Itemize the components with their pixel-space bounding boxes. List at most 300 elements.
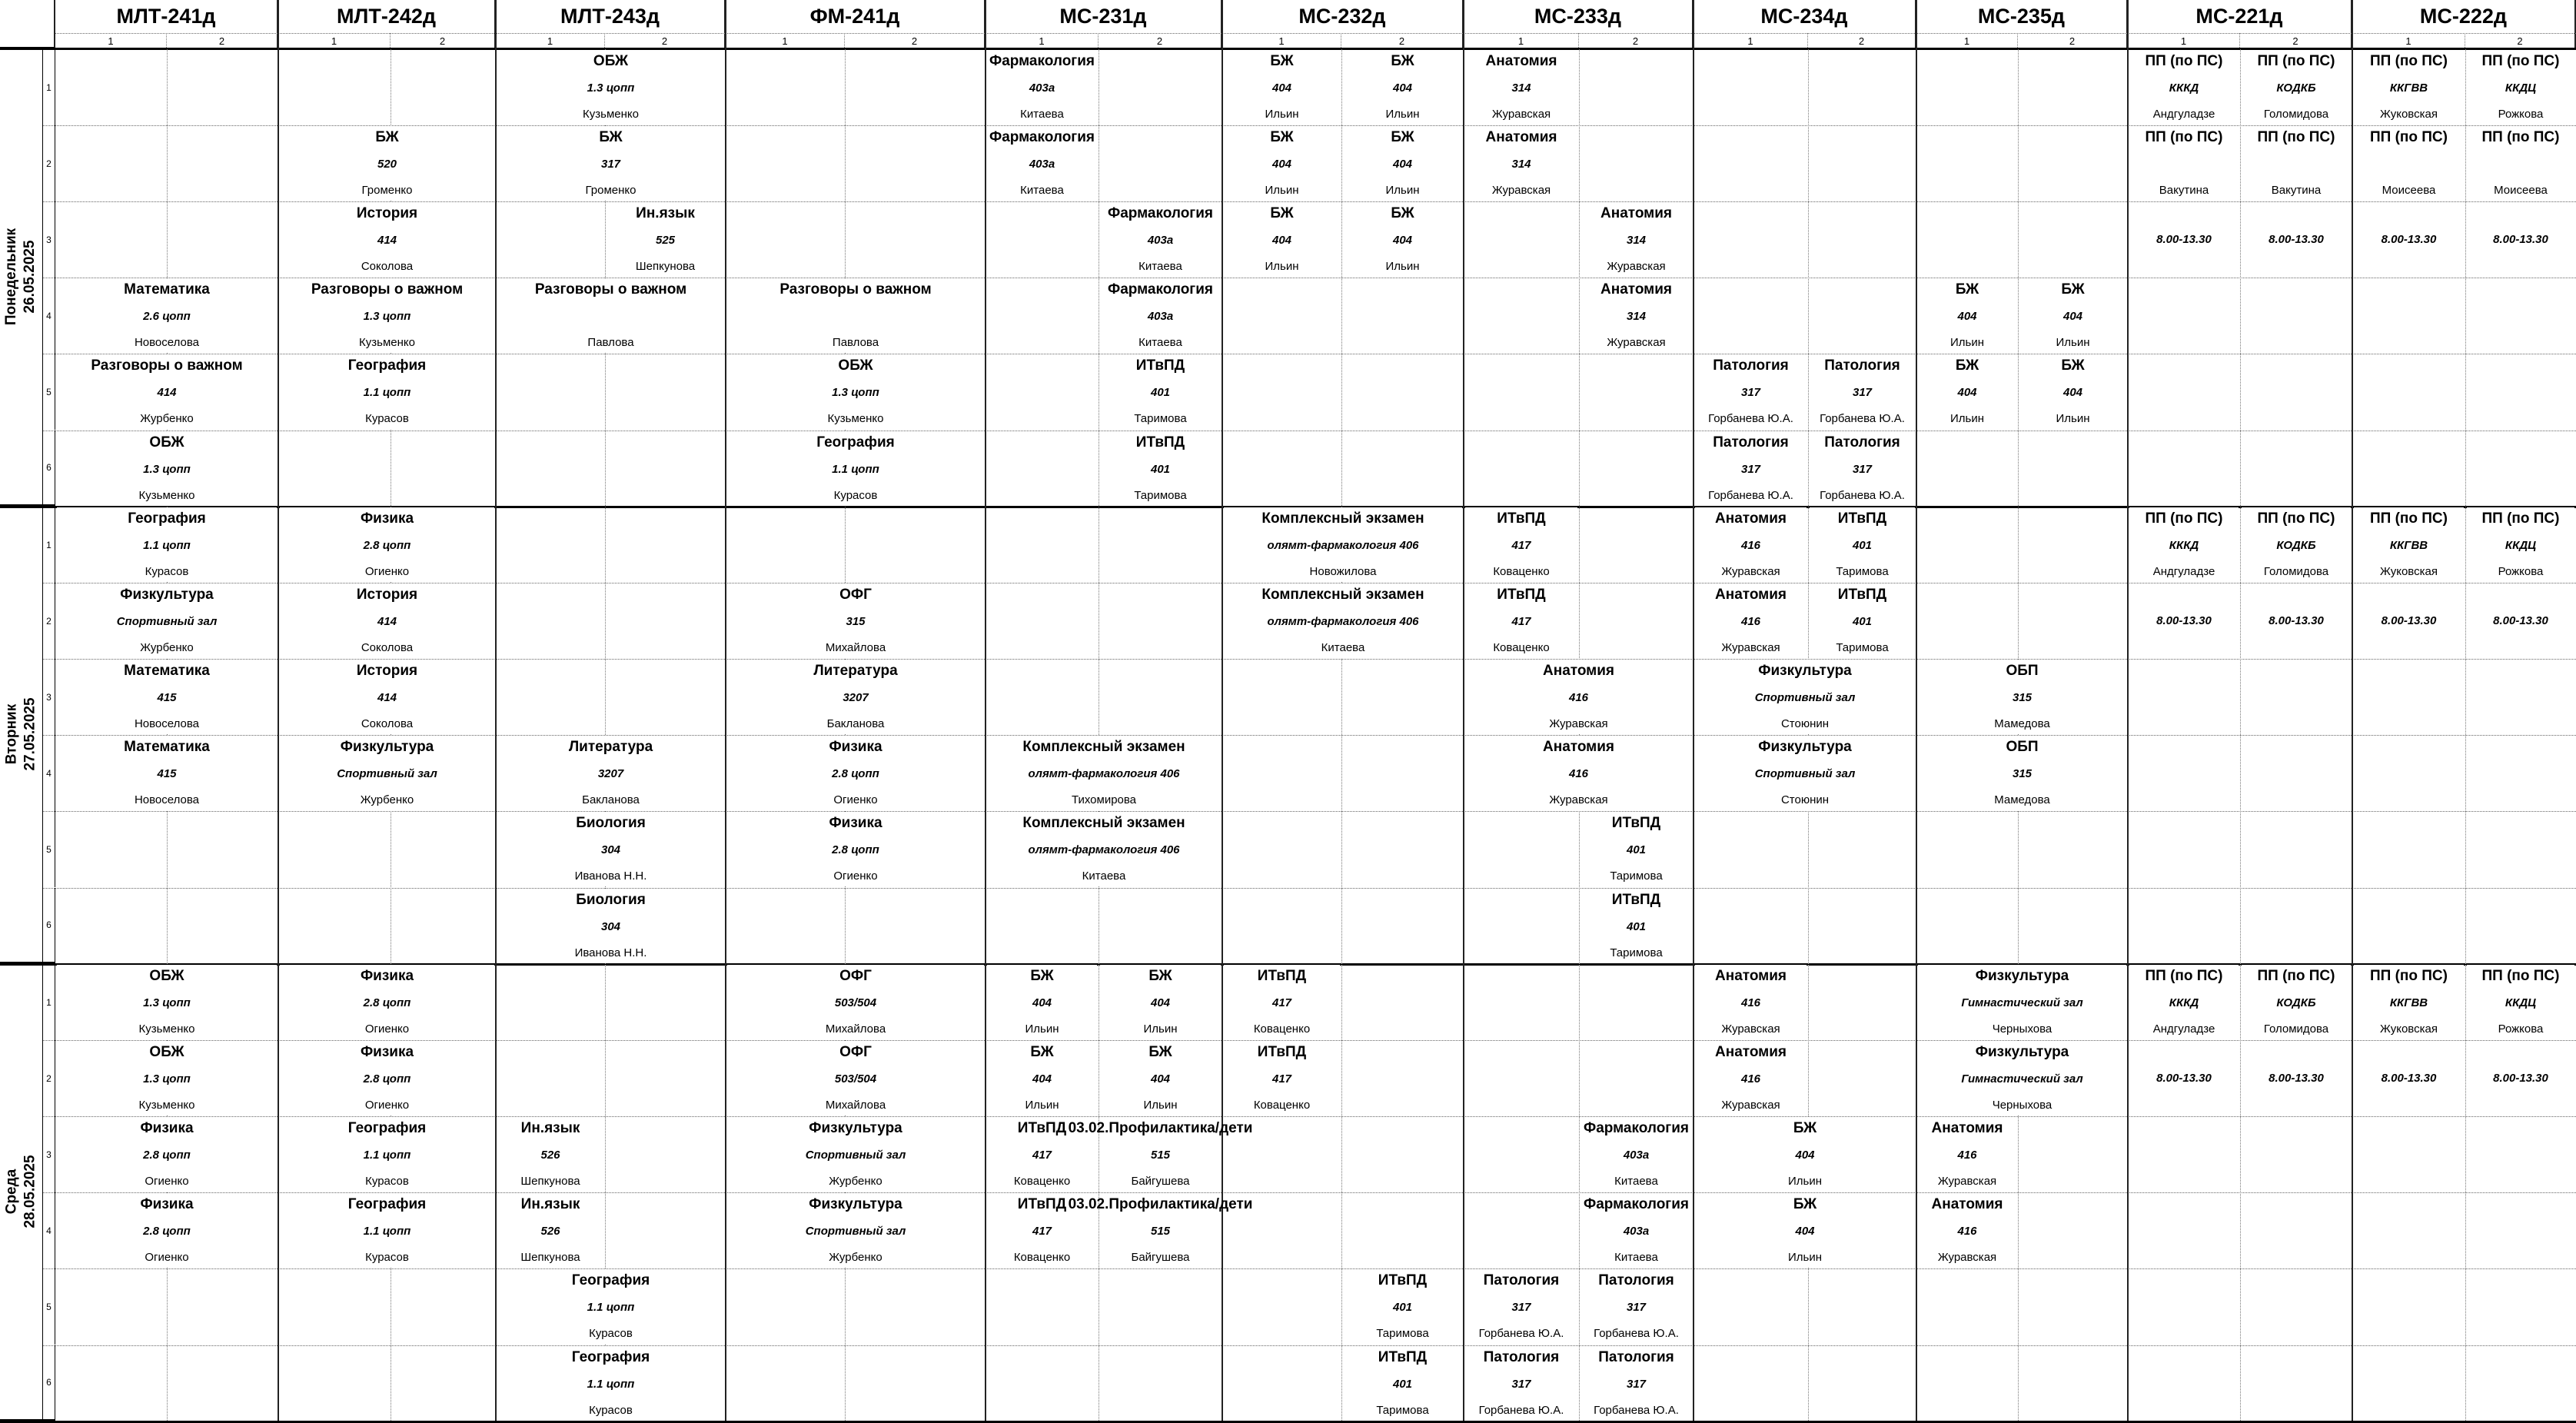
lesson-teacher: Курасов <box>365 412 409 426</box>
lesson-teacher: Журбенко <box>829 1251 882 1265</box>
lesson-subject: Математика <box>124 739 210 756</box>
lesson-cell <box>1100 965 1221 1039</box>
lesson-cell <box>987 50 1097 125</box>
lesson-teacher: Таримова <box>1836 641 1889 655</box>
lesson-room: 417 <box>1511 615 1531 629</box>
lesson-cell <box>2129 202 2239 277</box>
lesson-subject: ПП (по ПС) <box>2481 968 2560 984</box>
lesson-subject: БЖ <box>1955 281 1979 298</box>
lesson-cell <box>1100 1041 1221 1115</box>
lesson-teacher: Таримова <box>1134 488 1187 502</box>
lesson-room: 503/504 <box>834 996 877 1010</box>
period-number: 3 <box>43 659 55 735</box>
group-header: МС-222д <box>2352 0 2576 33</box>
lesson-room: 1.1 цопп <box>363 386 411 400</box>
lesson-room: ККГВВ <box>2389 996 2428 1010</box>
lesson-cell <box>1465 736 1692 810</box>
lesson-room: 8.00-13.30 <box>2493 614 2548 628</box>
subgroup-header: 2 <box>2240 33 2352 49</box>
lesson-cell <box>2354 583 2464 658</box>
lesson-cell <box>727 812 984 886</box>
lesson-teacher: Андгуладзе <box>2152 108 2215 121</box>
period-number: 1 <box>43 964 55 1040</box>
subgroup-header: 2 <box>2465 33 2576 49</box>
lesson-cell <box>2467 50 2574 125</box>
lesson-room: 8.00-13.30 <box>2269 1072 2324 1086</box>
lesson-subject: Комплексный экзамен <box>1022 815 1185 832</box>
lesson-room: 401 <box>1852 539 1873 553</box>
group-divider <box>2127 0 2129 1421</box>
lesson-subject: Физика <box>360 1044 414 1061</box>
lesson-room: 414 <box>377 234 397 248</box>
lesson-cell <box>2467 202 2574 277</box>
group-header: МС-231д <box>986 0 1222 33</box>
lesson-room: 1.3 цопп <box>143 1072 191 1086</box>
lesson-teacher: Павлова <box>587 336 634 350</box>
lesson-teacher: Михайлова <box>825 641 886 655</box>
lesson-subject: Анатомия <box>1715 1044 1787 1061</box>
lesson-subject: История <box>356 205 418 222</box>
lesson-subject: Анатомия <box>1543 739 1614 756</box>
lesson-subject: ПП (по ПС) <box>2145 968 2223 984</box>
lesson-room: 417 <box>1032 1149 1052 1162</box>
lesson-teacher: Жуковская <box>2380 565 2438 579</box>
lesson-room: 317 <box>1852 462 1873 476</box>
lesson-cell <box>987 126 1097 201</box>
lesson-cell <box>1918 965 2126 1039</box>
lesson-subject: ПП (по ПС) <box>2370 968 2448 984</box>
lesson-teacher: Огиенко <box>145 1251 189 1265</box>
subgroup-header: 1 <box>1222 33 1341 49</box>
lesson-subject: ПП (по ПС) <box>2481 510 2560 527</box>
lesson-teacher: Ильин <box>1385 184 1420 198</box>
lesson-subject: Анатомия <box>1485 129 1557 146</box>
lesson-subject: Биология <box>576 815 646 832</box>
lesson-subject: Патология <box>1483 1272 1560 1289</box>
lesson-cell <box>280 202 494 277</box>
lesson-teacher: Ильин <box>1265 184 1299 198</box>
lesson-room: 404 <box>1795 1149 1815 1162</box>
lesson-subject: Ин.язык <box>636 205 695 222</box>
lesson-cell <box>280 126 494 201</box>
lesson-cell <box>1918 354 2016 429</box>
lesson-cell <box>497 1117 603 1192</box>
lesson-teacher: Голомидова <box>2263 1022 2329 1036</box>
lesson-teacher: Таримова <box>1134 412 1187 426</box>
lesson-teacher: Коваценко <box>1253 1099 1311 1112</box>
lesson-cell <box>1068 1193 1253 1268</box>
group-divider <box>725 0 726 1421</box>
lesson-room: 404 <box>1271 234 1292 248</box>
lesson-subject: Физика <box>360 510 414 527</box>
lesson-subject: Анатомия <box>1485 53 1557 69</box>
period-number: 5 <box>43 1268 55 1345</box>
lesson-cell <box>2354 1041 2464 1115</box>
lesson-subject: ИТвПД <box>1378 1348 1428 1365</box>
lesson-subject: ИТвПД <box>1378 1272 1428 1289</box>
lesson-cell <box>2129 507 2239 582</box>
lesson-teacher: Голомидова <box>2263 108 2329 121</box>
lesson-room: 2.6 цопп <box>143 310 191 324</box>
lesson-room: 317 <box>1740 462 1761 476</box>
lesson-cell <box>1695 507 1807 582</box>
lesson-cell <box>2242 126 2351 201</box>
lesson-teacher: Огиенко <box>364 1022 410 1036</box>
lesson-cell <box>497 50 724 125</box>
lesson-subject: ОФГ <box>839 968 872 984</box>
subgroup-header: 2 <box>391 33 496 49</box>
lesson-teacher: Моисеева <box>2494 184 2548 198</box>
lesson-room: 417 <box>1032 1225 1052 1238</box>
subgroup-header: 2 <box>1579 33 1694 49</box>
lesson-teacher: Михайлова <box>825 1099 886 1112</box>
lesson-teacher: Громенко <box>361 184 413 198</box>
group-divider <box>278 0 279 1421</box>
lesson-room: 404 <box>1032 996 1052 1010</box>
lesson-cell <box>1224 126 1340 201</box>
subgroup-header: 1 <box>1916 33 2018 49</box>
lesson-cell <box>1581 1117 1692 1192</box>
period-number: 2 <box>43 1040 55 1116</box>
day-name: Среда <box>3 1169 20 1215</box>
lesson-cell <box>1695 1117 1915 1192</box>
lesson-subject: Фармакология <box>1583 1120 1689 1137</box>
lesson-room: Спортивный зал <box>1754 691 1856 705</box>
lesson-teacher: Ильин <box>1385 108 1420 121</box>
lesson-teacher: Журавская <box>1721 1099 1780 1112</box>
lesson-cell <box>2019 354 2126 429</box>
lesson-cell <box>727 965 984 1039</box>
group-header: МЛТ-241д <box>55 0 278 33</box>
lesson-subject: БЖ <box>2061 281 2085 298</box>
lesson-teacher: Таримова <box>1836 565 1889 579</box>
lesson-room: 2.8 цопп <box>363 1072 411 1086</box>
lesson-room: 2.8 цопп <box>143 1149 191 1162</box>
lesson-room: 520 <box>377 158 397 171</box>
lesson-room: 8.00-13.30 <box>2156 1072 2212 1086</box>
lesson-cell <box>1918 278 2016 353</box>
lesson-cell <box>1695 583 1807 658</box>
lesson-subject: БЖ <box>1270 205 1294 222</box>
lesson-teacher: Кузьменко <box>138 1099 195 1112</box>
lesson-room: 415 <box>157 691 177 705</box>
lesson-teacher: Курасов <box>833 488 878 502</box>
lesson-room: КККД <box>2169 81 2199 95</box>
lesson-cell <box>2242 965 2351 1039</box>
day-separator <box>0 1421 2576 1423</box>
lesson-teacher: Кузьменко <box>583 108 639 121</box>
lesson-cell <box>2467 965 2574 1039</box>
lesson-teacher: Курасов <box>589 1403 633 1417</box>
group-divider <box>495 0 497 1421</box>
lesson-cell <box>1465 1346 1577 1421</box>
group-header: ФМ-241д <box>726 0 986 33</box>
lesson-teacher: Рожкова <box>2498 565 2544 579</box>
lesson-cell <box>727 1041 984 1115</box>
lesson-teacher: Огиенко <box>145 1175 189 1189</box>
lesson-cell <box>727 354 984 429</box>
lesson-cell <box>607 202 724 277</box>
lesson-room: 2.8 цопп <box>832 767 879 781</box>
lesson-subject: Литература <box>568 739 653 756</box>
lesson-teacher: Ильин <box>2056 412 2090 426</box>
lesson-room: олямт-фармакология 406 <box>1267 615 1419 629</box>
lesson-room: 317 <box>1740 386 1761 400</box>
lesson-subject: ПП (по ПС) <box>2145 53 2223 69</box>
subgroup-divider <box>1579 49 1580 1421</box>
lesson-room: 3207 <box>597 767 624 781</box>
lesson-subject: Физика <box>829 815 882 832</box>
lesson-cell <box>1224 1041 1340 1115</box>
lesson-room: 417 <box>1271 996 1292 1010</box>
lesson-subject: ПП (по ПС) <box>2145 510 2223 527</box>
lesson-cell <box>1100 278 1221 353</box>
lesson-subject: Анатомия <box>1715 968 1787 984</box>
lesson-room: 2.8 цопп <box>363 539 411 553</box>
lesson-teacher: Журавская <box>1607 336 1666 350</box>
lesson-cell <box>57 354 277 429</box>
lesson-cell <box>2129 965 2239 1039</box>
lesson-subject: История <box>356 587 418 603</box>
lesson-subject: Физкультура <box>120 587 214 603</box>
lesson-subject: Анатомия <box>1715 510 1787 527</box>
lesson-subject: Анатомия <box>1715 587 1787 603</box>
lesson-room: 2.8 цопп <box>143 1225 191 1238</box>
lesson-subject: БЖ <box>1391 205 1414 222</box>
lesson-teacher: Ильин <box>1265 260 1299 274</box>
lesson-room: 403а <box>1623 1225 1650 1238</box>
row-divider <box>43 888 2576 889</box>
lesson-teacher: Рожкова <box>2498 1022 2544 1036</box>
lesson-subject: ПП (по ПС) <box>2481 129 2560 146</box>
lesson-cell <box>1465 507 1577 582</box>
lesson-cell <box>1918 736 2126 810</box>
lesson-room: 304 <box>600 919 621 933</box>
lesson-subject: ПП (по ПС) <box>2257 968 2335 984</box>
lesson-room: 401 <box>1150 386 1171 400</box>
lesson-room: Спортивный зал <box>1754 767 1856 781</box>
lesson-teacher: Журавская <box>1549 717 1608 731</box>
lesson-cell <box>1465 1269 1577 1344</box>
lesson-subject: БЖ <box>1955 357 1979 374</box>
lesson-teacher: Горбанева Ю.А. <box>1594 1403 1679 1417</box>
lesson-teacher: Михайлова <box>825 1022 886 1036</box>
lesson-teacher: Кузьменко <box>827 412 884 426</box>
lesson-cell <box>497 1346 724 1421</box>
lesson-room: КОДКБ <box>2276 81 2316 95</box>
lesson-cell <box>280 1117 494 1192</box>
lesson-room: 404 <box>1150 996 1171 1010</box>
lesson-room: 8.00-13.30 <box>2381 614 2437 628</box>
lesson-teacher: Горбанева Ю.А. <box>1708 488 1793 502</box>
day-label <box>0 49 43 507</box>
day-label-text <box>3 1155 40 1228</box>
lesson-room: 1.3 цопп <box>143 462 191 476</box>
lesson-subject: Литература <box>813 663 898 680</box>
lesson-room: 403а <box>1147 310 1174 324</box>
lesson-cell <box>1810 583 1915 658</box>
lesson-cell <box>1581 1193 1692 1268</box>
lesson-teacher: Таримова <box>1610 946 1663 959</box>
lesson-room: 401 <box>1392 1301 1413 1315</box>
lesson-teacher: Таримова <box>1610 869 1663 883</box>
lesson-cell <box>1810 431 1915 506</box>
group-divider <box>985 0 986 1421</box>
lesson-cell <box>727 660 984 734</box>
lesson-teacher: Моисеева <box>2382 184 2436 198</box>
lesson-teacher: Ильин <box>2056 336 2090 350</box>
group-header: МС-221д <box>2128 0 2352 33</box>
lesson-subject: Комплексный экзамен <box>1022 739 1185 756</box>
lesson-subject: Физика <box>829 739 882 756</box>
lesson-subject: ОБП <box>2006 739 2039 756</box>
lesson-teacher: Таримова <box>1376 1327 1429 1341</box>
lesson-room: 1.1 цопп <box>587 1377 635 1391</box>
lesson-teacher: Стоюнин <box>1780 717 1830 731</box>
lesson-teacher: Громенко <box>585 184 637 198</box>
lesson-subject: Комплексный экзамен <box>1261 510 1424 527</box>
lesson-cell <box>1465 126 1577 201</box>
lesson-room: 1.3 цопп <box>832 386 879 400</box>
lesson-teacher: Журавская <box>1549 793 1608 807</box>
lesson-room: 515 <box>1150 1149 1171 1162</box>
lesson-teacher: Курасов <box>365 1175 409 1189</box>
lesson-subject: ОБП <box>2006 663 2039 680</box>
lesson-subject: География <box>347 1196 427 1213</box>
lesson-teacher: Новожилова <box>1309 565 1377 579</box>
lesson-room: 403а <box>1029 158 1055 171</box>
lesson-subject: Анатомия <box>1931 1120 2003 1137</box>
lesson-cell <box>1224 50 1340 125</box>
lesson-room: ККДЦ <box>2505 539 2537 553</box>
lesson-cell <box>1581 202 1692 277</box>
lesson-room: 315 <box>846 615 866 629</box>
lesson-room: ККДЦ <box>2505 81 2537 95</box>
lesson-room: 415 <box>157 767 177 781</box>
subgroup-divider <box>2018 49 2019 1421</box>
lesson-room: 1.3 цопп <box>587 81 635 95</box>
lesson-teacher: Ильин <box>1949 336 1984 350</box>
lesson-cell <box>1343 1346 1462 1421</box>
row-divider <box>43 811 2576 812</box>
subgroup-header: 1 <box>2352 33 2465 49</box>
lesson-cell <box>1695 660 1915 734</box>
lesson-room: 526 <box>540 1149 560 1162</box>
lesson-subject: Математика <box>124 663 210 680</box>
lesson-cell <box>1100 431 1221 506</box>
lesson-subject: ПП (по ПС) <box>2370 129 2448 146</box>
lesson-subject: География <box>128 510 206 527</box>
lesson-cell <box>57 1117 277 1192</box>
lesson-subject: ИТвПД <box>1837 587 1887 603</box>
lesson-subject: Патология <box>1713 434 1789 451</box>
lesson-subject: БЖ <box>1270 129 1294 146</box>
lesson-room: 2.8 цопп <box>363 996 411 1010</box>
lesson-teacher: Мамедова <box>1994 793 2050 807</box>
lesson-room: 1.1 цопп <box>363 1225 411 1238</box>
day-date: 28.05.2025 <box>22 1155 38 1229</box>
lesson-subject: Анатомия <box>1600 205 1672 222</box>
lesson-subject: Физика <box>140 1196 194 1213</box>
row-divider <box>43 1268 2576 1269</box>
lesson-teacher: Ильин <box>1787 1175 1822 1189</box>
lesson-room: 404 <box>1271 158 1292 171</box>
lesson-room: Спортивный зал <box>805 1225 906 1238</box>
lesson-cell <box>1100 202 1221 277</box>
lesson-subject: Физика <box>360 968 414 984</box>
lesson-cell <box>1465 50 1577 125</box>
lesson-subject: ПП (по ПС) <box>2257 53 2335 69</box>
lesson-teacher: Журавская <box>1607 260 1666 274</box>
lesson-teacher: Ильин <box>1787 1251 1822 1265</box>
lesson-cell <box>1695 354 1807 429</box>
lesson-subject: ОФГ <box>839 587 872 603</box>
lesson-teacher: Байгушева <box>1131 1251 1190 1265</box>
header-mid-line <box>55 33 2576 34</box>
lesson-room: 416 <box>1740 615 1761 629</box>
lesson-cell <box>280 354 494 429</box>
lesson-room: олямт-фармакология 406 <box>1028 843 1180 857</box>
lesson-cell <box>727 1193 984 1268</box>
lesson-cell <box>57 660 277 734</box>
lesson-cell <box>1695 431 1807 506</box>
lesson-cell <box>2354 965 2464 1039</box>
lesson-room: 8.00-13.30 <box>2381 233 2437 247</box>
lesson-teacher: Курасов <box>589 1327 633 1341</box>
group-divider <box>1916 0 1917 1421</box>
period-number: 1 <box>43 49 55 125</box>
lesson-teacher: Китаева <box>1614 1251 1658 1265</box>
lesson-cell <box>1343 202 1462 277</box>
period-number: 4 <box>43 735 55 811</box>
lesson-teacher: Коваценко <box>1013 1251 1071 1265</box>
lesson-cell <box>57 1041 277 1115</box>
lesson-cell <box>2129 583 2239 658</box>
lesson-cell <box>1581 889 1692 963</box>
lesson-subject: Разговоры о важном <box>311 281 464 298</box>
lesson-room: 401 <box>1626 843 1647 857</box>
lesson-room: 8.00-13.30 <box>2493 233 2548 247</box>
lesson-room: 404 <box>1032 1072 1052 1086</box>
lesson-subject: БЖ <box>2061 357 2085 374</box>
lesson-teacher: Горбанева Ю.А. <box>1708 412 1793 426</box>
lesson-teacher: Китаева <box>1138 260 1182 274</box>
lesson-room: 416 <box>1957 1225 1977 1238</box>
lesson-cell <box>497 126 724 201</box>
lesson-subject: География <box>347 1120 427 1137</box>
lesson-subject: Патология <box>1824 434 1900 451</box>
lesson-room: КККД <box>2169 996 2199 1010</box>
lesson-teacher: Мамедова <box>1994 717 2050 731</box>
lesson-teacher: Шепкунова <box>635 260 696 274</box>
lesson-cell <box>497 812 724 886</box>
lesson-teacher: Журавская <box>1721 565 1780 579</box>
lesson-cell <box>2242 202 2351 277</box>
lesson-cell <box>2242 1041 2351 1115</box>
lesson-cell <box>727 1117 984 1192</box>
subgroup-divider <box>2465 49 2466 1421</box>
lesson-room: 401 <box>1392 1377 1413 1391</box>
lesson-subject: ОФГ <box>839 1044 872 1061</box>
lesson-teacher: Горбанева Ю.А. <box>1820 412 1905 426</box>
lesson-cell <box>497 736 724 810</box>
lesson-cell <box>280 583 494 658</box>
group-divider <box>2352 0 2353 1421</box>
subgroup-header: 2 <box>167 33 278 49</box>
lesson-subject: ПП (по ПС) <box>2257 129 2335 146</box>
lesson-cell <box>280 278 494 353</box>
lesson-cell <box>280 1041 494 1115</box>
